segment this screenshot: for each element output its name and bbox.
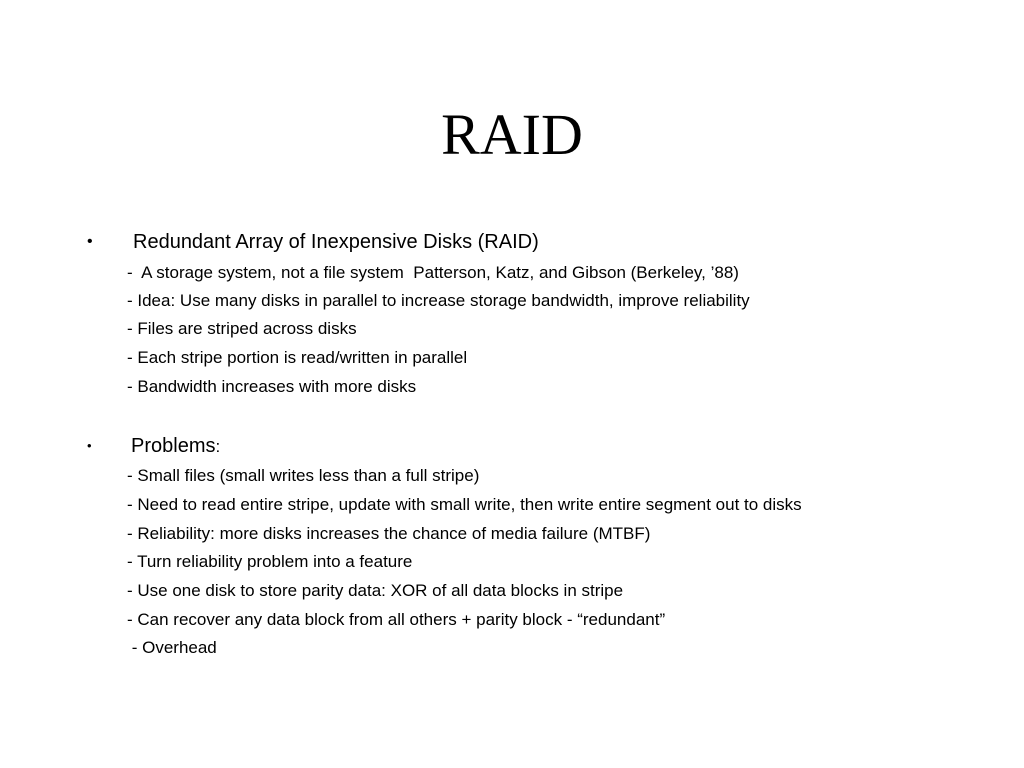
sub-line: - Files are striped across disks <box>127 319 357 338</box>
sub-line: - Each stripe portion is read/written in parallel <box>127 348 468 367</box>
bullet-marker: • <box>87 438 92 453</box>
sub-line: - Turn reliability problem into a feature <box>127 552 413 571</box>
sub-line: - Overhead <box>127 638 217 657</box>
sub-line: - Idea: Use many disks in parallel to increase storage bandwidth, improve reliability <box>127 291 750 310</box>
sub-line: - Small files (small writes less than a full stripe) <box>127 466 480 485</box>
sub-line: - Reliability: more disks increases the chance of media failure (MTBF) <box>127 524 651 543</box>
bullet-heading: Problems: <box>131 435 221 457</box>
bullet-marker: • <box>87 233 93 250</box>
bullet-heading: Redundant Array of Inexpensive Disks (RAID) <box>133 231 539 253</box>
sub-line: - Can recover any data block from all others + parity block - “redundant” <box>127 610 666 629</box>
slide-title: RAID <box>441 102 583 167</box>
sub-line: - Need to read entire stripe, update with small write, then write entire segment out to disks <box>127 495 802 514</box>
sub-line: - A storage system, not a file system Patterson, Katz, and Gibson (Berkeley, ’88) <box>127 263 739 282</box>
sub-line: - Bandwidth increases with more disks <box>127 377 417 396</box>
sub-line: - Use one disk to store parity data: XOR of all data blocks in stripe <box>127 581 624 600</box>
